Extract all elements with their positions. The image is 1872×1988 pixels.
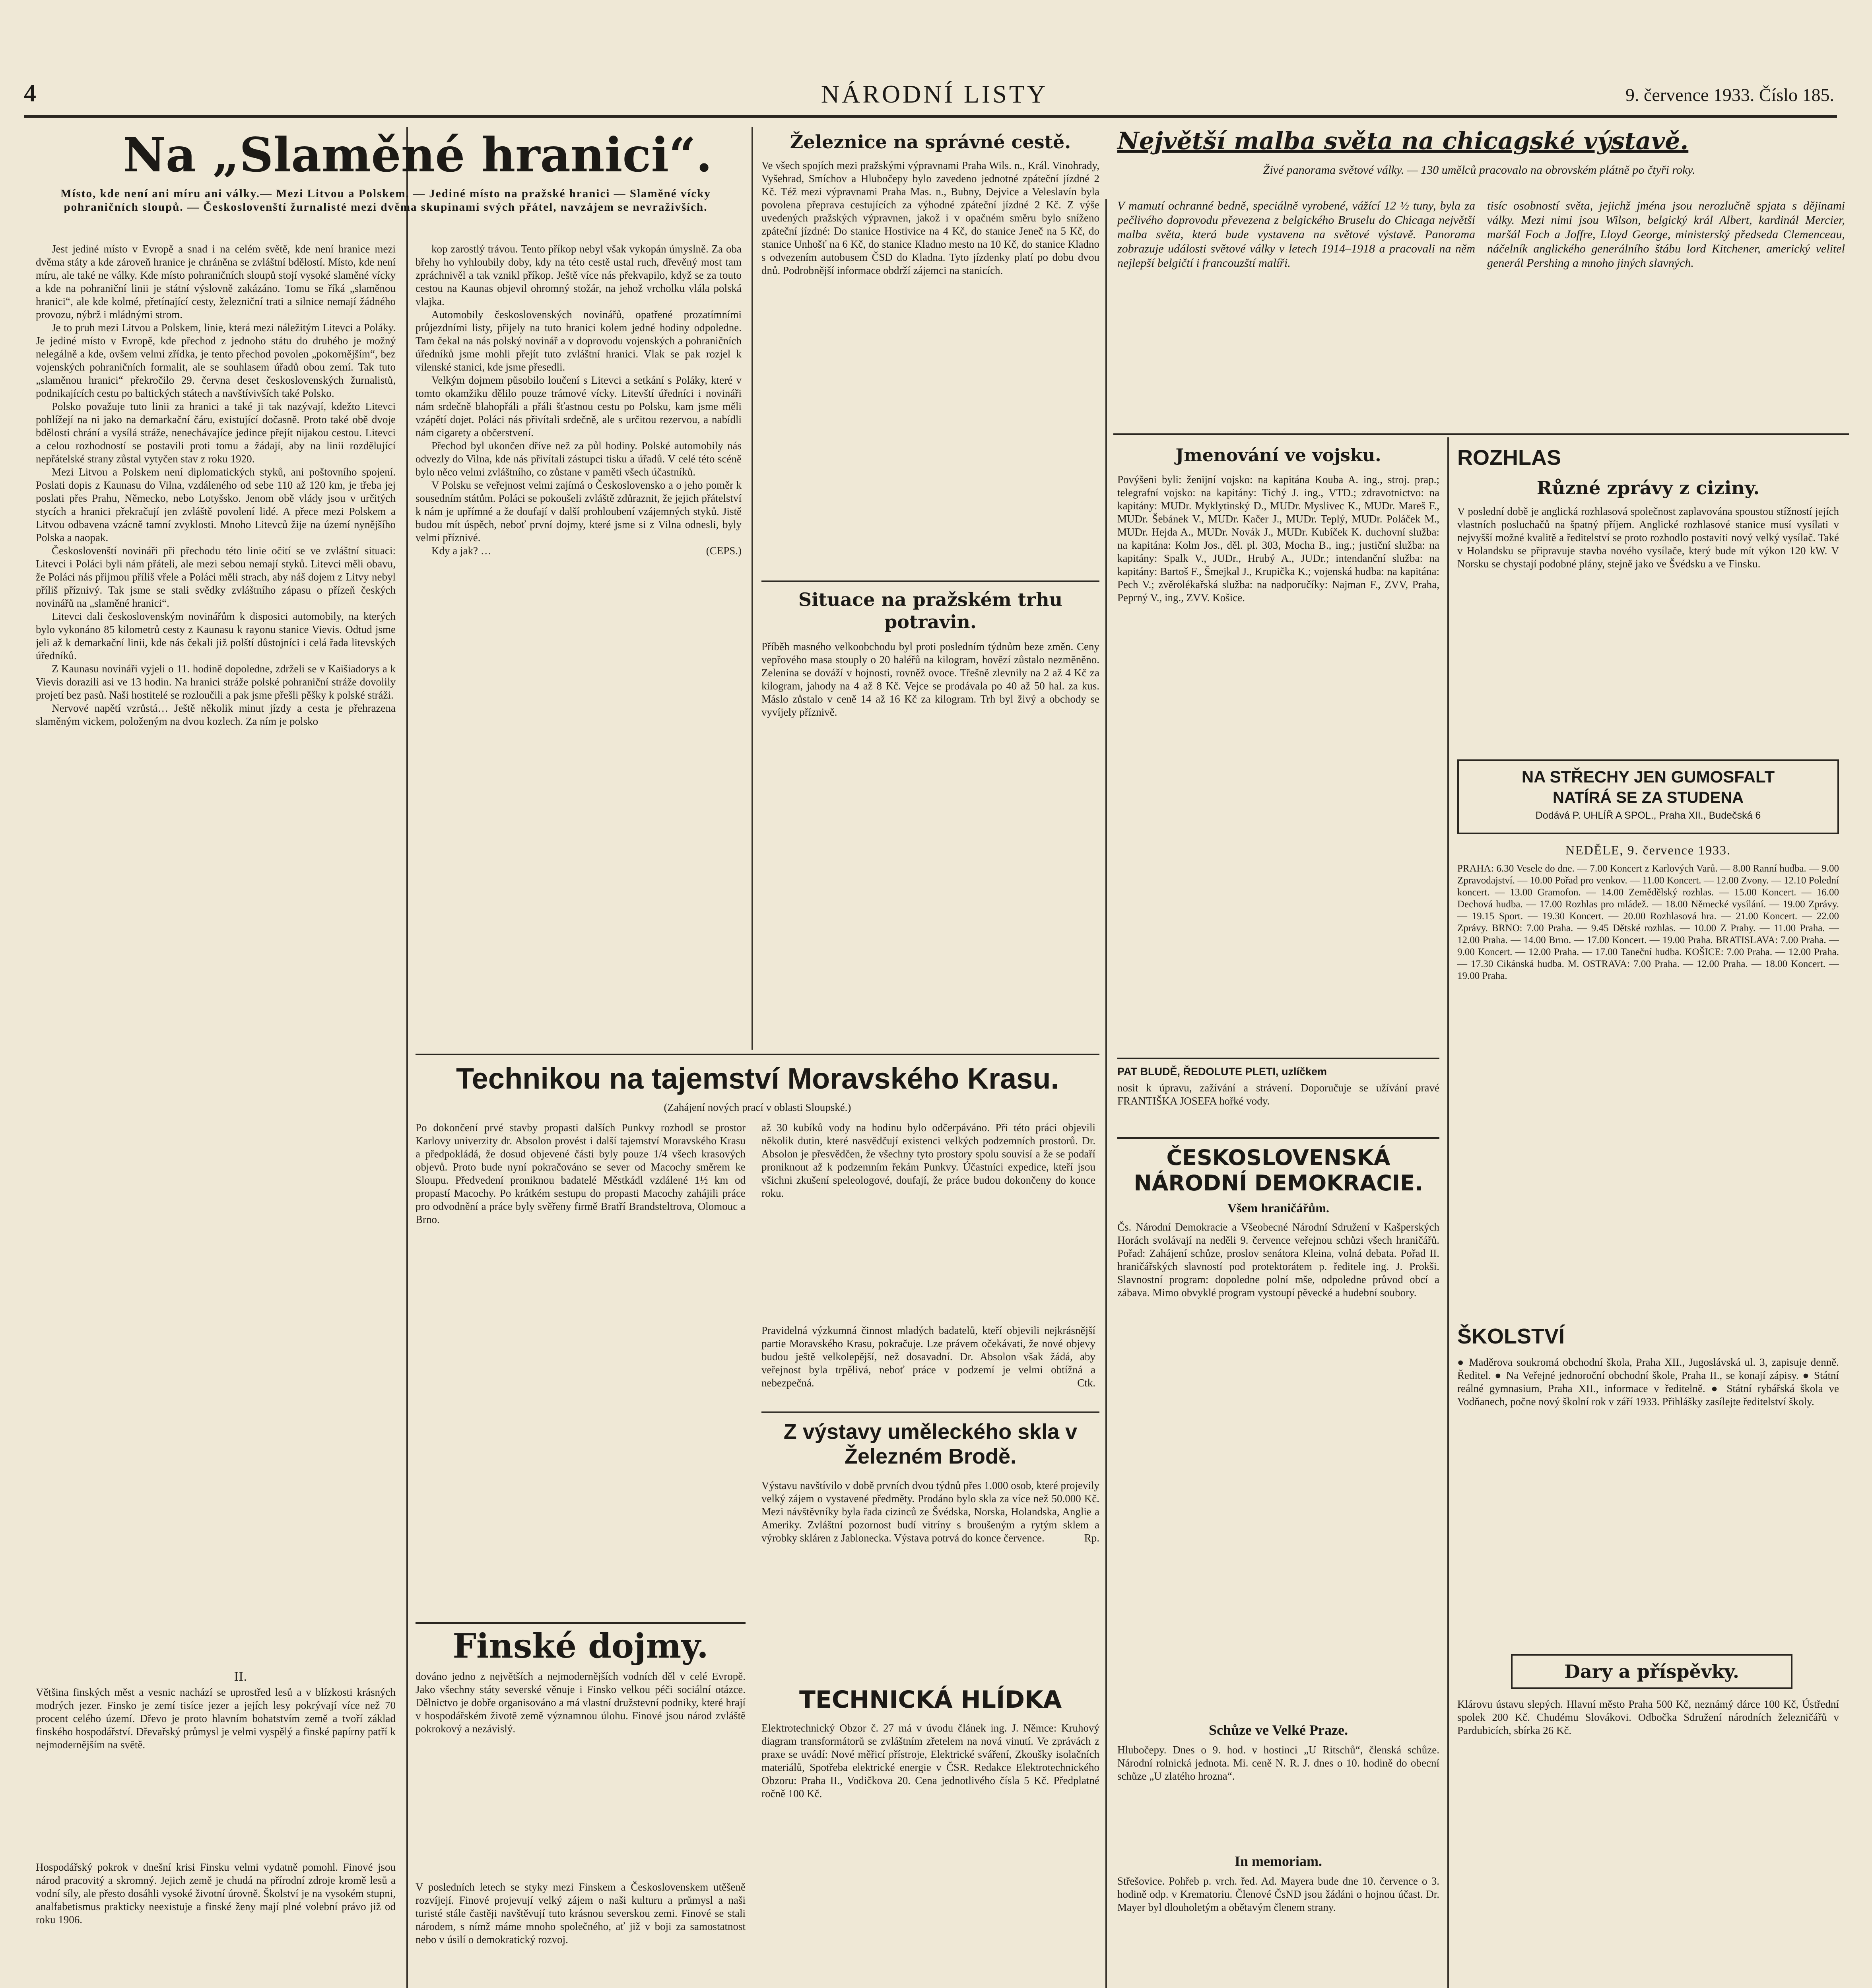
program-heading: NEDĚLE, 9. července 1933.: [1565, 843, 1731, 857]
col-divider-4: [1447, 437, 1449, 1988]
party-body: Čs. Národní Demokracie a Všeobecné Národní Sdružení v Kašperských Horách svolávají na neděli 9. července veřejnou schůzi všech hraničářů. Pořad: Zahájení schůze, proslov senátora Kleina, volná debata. Pořad II. hraničářských slavností pod protektorátem p. ředitele ing. J. Prokši. Slavnostní program: dopoledne polní mše, odpoledne průvod obcí a zábava. Mimo obvyklé program vystoupí pěvecké a hudební soubory.: [1117, 1221, 1439, 1299]
finske-title: Finské dojmy.: [452, 1626, 709, 1666]
chicago-body-a: V mamutí ochranné bedně, speciálně vyrobené, vážící 12 ½ tuny, byla za pečlivého doprovodu převezena z belgického Bruselu do Chicaga největší malba světa, která bude vystavena na světové výstavě. Panorama zobrazuje události světové války v letech 1914–1918 a pracovali na něm nejlepší belgičtí i francouzští malíři.: [1117, 199, 1475, 270]
paragraph: Velkým dojmem působilo loučení s Litevci a setkání s Poláky, které v tomto okamžiku dělilo pouze trámové vícky. Litevští úředníci i novináři nám srdečně blahopřáli a přáli šťastnou cestu po Polsku, kam jsme měli vzápětí dojet. Poláci nás přivítali srdečně, ale s určitou rezervou, a nabídli nám cigarety a občerstvení.: [416, 374, 742, 439]
page-number: 4: [24, 80, 36, 107]
dary-body: Klárovu ústavu slepých. Hlavní město Praha 500 Kč, neznámý dárce 100 Kč, Ústřední spolek 200 Kč. Chudému Slovákovi. Odbočka Sdružení národních železničářů v Pardubicích, sbírka 26 Kč.: [1457, 1698, 1839, 1736]
skolstvi-body: ● Maděrova soukromá obchodní škola, Praha XII., Jugoslávská ul. 3, zapisuje denně. Ředitel. ● Na Veřejné jednoroční obchodní škole, Praha II., se konají zápisy. ● Státní reálné gymnasium, Praha XII., informace v ředitelně. ● Státní rybářská škola ve Vodňanech, počne nový školní rok v září 1933. Přihlášky zasílejte ředitelství školy.: [1457, 1356, 1839, 1408]
party-heading: ČESKOSLOVENSKÁ NÁRODNÍ DEMOKRACIE.: [1134, 1145, 1423, 1196]
agency: Ctk.: [1077, 1377, 1095, 1389]
program-body: PRAHA: 6.30 Vesele do dne. — 7.00 Koncert z Karlových Varů. — 8.00 Ranní hudba. — 9.00 Zpravodajství. — 10.00 Pořad pro venkov. — 11.00 Koncert. — 12.00 Zvony. — 12.10 Polední koncert. — 13.00 Gramofon. — 14.00 Zemědělský rozhlas. — 15.00 Koncert. — 16.00 Dechová hudba. — 17.00 Rozhlas pro mládež. — 18.00 Německé vysílání. — 19.00 Zprávy. — 19.15 Sport. — 19.30 Koncert. — 20.00 Rozhlasová hra. — 21.00 Koncert. — 22.00 Zprávy. BRNO: 7.00 Praha. — 9.45 Dětské rozhlas. — 10.00 Z Prahy. — 11.00 Praha. — 12.00 Praha. — 14.00 Brno. — 17.00 Koncert. — 19.00 Praha. BRATISLAVA: 7.00 Praha. — 9.00 Koncert. — 12.00 Praha. — 17.00 Taneční hudba. KOŠICE: 7.00 Praha. — 12.00 Praha. — 17.30 Cikánská hudba. M. OSTRAVA: 7.00 Praha. — 12.00 Praha. — 18.00 Koncert. — 19.00 Praha.: [1457, 863, 1839, 981]
paragraph: Přechod byl ukončen dříve než za půl hodiny. Polské automobily nás odvezly do Vilna, kde nás přivítali zástupci tisku a úřadů. V celé této scéně bylo něco velmi zvláštního, co zůstane v paměti všech účastníků.: [416, 440, 742, 478]
signoff: [416, 544, 742, 557]
article-subtitle-slamena: Místo, kde není ani míru ani války.— Mezi Litvou a Polskem. — Jediné místo na pražské hranici — Slaměné vícky pohraničních sloupů. — Českoslovenští žurnalisté mezi dvěma skupinami svých přátel, navzájem se nevraživších.: [60, 187, 711, 214]
divider: [1113, 433, 1849, 435]
ruzne-heading: Různé zprávy z ciziny.: [1536, 477, 1760, 499]
paragraph: Polsko považuje tuto linii za hranici a také ji tak nazývají, kdežto Litevci pohlížejí na ni jako na demarkační čáru, existující dočasně. Proto také obě dvoje bdělosti chrání a vysílá stráže, nenechávajíce jedince přejít nijakou cestou. Litevci a celou rozhodností se postavili proti tomu a žádají, aby na linii rozdělující nepřátelské strany zůstal vytyčen stav z roku 1920.: [36, 400, 396, 465]
divider: [416, 1622, 746, 1624]
pat-body: nosit k úpravu, zažívání a strávení. Doporučuje se užívání pravé FRANTIŠKA JOSEFA hořké vody.: [1117, 1082, 1439, 1107]
chicago-sub: Živé panorama světové války. — 130 umělců pracovalo na obrovském plátně po čtyři roky.: [1263, 163, 1695, 177]
ad-line1: NA STŘECHY JEN GUMOSFALT: [1521, 767, 1775, 786]
heading-appoint: Jmenování ve vojsku.: [1175, 445, 1381, 466]
heading-prices: Situace na pražském trhu potravin.: [798, 589, 1063, 633]
paragraph: Českoslovenští novináři při přechodu této linie očití se ve zvláštní situaci: Litevci i Poláci byli nám přáteli, ale mezi sebou nemají styků. Litevci měli obavu, že Poláci nás přijmou příliš vřele a Poláci měli strach, aby náš dojem z Litvy nebyl příliš příznivý. Tak jsme se stali svědky zvláštního zápasu o přízeň českých novinářů na „slaměné hranici“.: [36, 545, 396, 609]
chicago-body-b: tisíc osobností světa, jejichž jména jsou nerozlučně spjata s dějinami války. Mezi nimi jsou Wilson, belgický král Albert, kardinál Mercier, maršál Foch a Joffre, Lloyd George, ministerský předseda Clemenceau, náčelník anglického generálního štábu lord Kitchener, americký velitel generál Pershing a mnoho jiných slavných.: [1487, 199, 1845, 270]
ad-gumosfalt: [1457, 759, 1839, 834]
prices-body: Příběh masného velkoobchodu byl proti posledním týdnům beze změn. Ceny vepřového masa stouply o 20 haléřů na kilogram, hovězí zůstalo nezměněno. Zelenina se dováží v hojnosti, rovněž ovoce. Třešně zlevnily na 2 až 4 Kč za kilogram, jahody na 4 až 8 Kč. Vejce se prodávala po 40 až 50 hal. za kus. Máslo zůstalo v ceně 14 až 16 Kč za kilogram. Trh byl živý a obchody se vyvíjely příznivě.: [761, 641, 1099, 718]
paragraph: Je to pruh mezi Litvou a Polskem, linie, která mezi náležitým Litevci a Poláky. Je jediné místo v Evropě, kde přechod z jednoho státu do druhého je možný nelegálně a kde, ovšem velmi zřídka, je tento přechod povolen „pokornějším“, bez vojenských pohraničních formalit, ale se souhlasem úřadů obou zemí. Tak tuto „slaměnou hranici“ překročilo 29. června deset československých žurnalistů, podnikajících cestu po baltických státech a navštívivších také Polsko.: [36, 322, 396, 399]
paragraph: Z Kaunasu novináři vyjeli o 11. hodině dopoledne, zdrželi se v Kaišiadorys a k Vievis dorazili asi ve 13 hodin. Na hranici stráže polské pohraniční stráže dovolily projetí bez pasů. Naši hostitelé se rozloučili a pak jsme přešli pěšky k polské stráži.: [36, 663, 396, 701]
signoff-text: Kdy a jak? …: [431, 545, 491, 557]
paragraph: Nervové napětí vzrůstá… Ještě několik minut jízdy a cesta je přehrazena slaměným vickem, položeným na dvou kozlech. Za ním je polsko: [36, 702, 396, 727]
paragraph: Automobily československých novinářů, opatřené prozatímními průjezdními listy, přijely na tuto hranici kolem jedné hodiny odpoledne. Tam čekal na nás polský novinář a v doprovodu vojenských a pohraničních úředníků jsme mohli přejít tuto zvláštní hranici. Vlak se pak rozjel k vilenské stanici, kde jsme přesedli.: [416, 309, 742, 373]
masthead: NÁRODNÍ LISTY: [821, 80, 1048, 108]
schuze-heading: Schůze ve Velké Praze.: [1209, 1722, 1348, 1738]
divider: [1117, 1137, 1439, 1139]
finske-col-c: dováno jedno z největších a nejmodernějších vodních děl v celé Evropě. Jako všechny státy severské věnuje i Finsko velkou péči sociální otázce. Dělnictvo je dobře organisováno a má vlastní družstevní podniky, které hrají v hospodářském životě země významnou úlohu. Finové jsou národ zvláště pokrokový a nezávislý.: [416, 1670, 746, 1735]
ad-line3: Dodává P. UHLÍŘ A SPOL., Praha XII., Budečská 6: [1535, 810, 1761, 821]
ad-line2: NATÍRÁ SE ZA STUDENA: [1553, 789, 1744, 806]
moravsky-col-a: Po dokončení prvé stavby propasti dalších Punkvy rozhodl se prostor Karlovy univerzity dr. Absolon provést i další tajemství Moravského Krasu a předpokládá, že dosud objevené části byly pouze 1/4 všech krasových objevů. Proto bude nyní pokračováno se sever od Macochy směrem ke Sloupu. Předvedení proniknou badatelé Městkádl vzdálené 1½ km od propastí Macochy. Po krátkém sestupu do propasti Macochy zahájili práce pro odvodnění a práce byly svěřeny firmě Bratří Brandsteltrova, Olomouc a Brno.: [416, 1122, 746, 1225]
paragraph: Litevci dali československým novinářům k disposici automobily, na kterých bylo vykonáno 85 kilometrů cesty z Kaunasu k rayonu stanice Vievis. Odtud jsme jeli až k demarkační linii, kde nás čekali již polští důstojníci i celá řada litevských úředníků.: [36, 610, 396, 662]
party-sub: Všem hraničářům.: [1227, 1201, 1329, 1215]
ruzne-body: V poslední době je anglická rozhlasová společnost zaplavována spoustou stížností jejích vlastních posluchačů na špatný příjem. Anglické rozhlasové stanice musí vysílati v nejvyšší možné kvalitě a ředitelství se proto rozhodlo postaviti nový velký vysílač. Také v Holandsku se připravuje stavba nového vysílače, který bude mít výkon 120 kW. V Norsku se chystají podobné plány, stejně jako ve Švédsku a ve Finsku.: [1457, 505, 1839, 570]
paragraph: kop zarostlý trávou. Tento příkop nebyl však vykopán úmyslně. Za oba břehy ho vyhloubily doby, kdy na této cestě ustal ruch, dřevěný most tam zpráchnivěl a tak vznikl příkop. Ještě více nás překvapilo, když se za touto cestou na Kaunas objevil ohromný stožár, na jehož vrcholku vlála polská vlajka.: [416, 243, 742, 307]
moravsky-col-b: až 30 kubíků vody na hodinu bylo odčerpáváno. Při této práci objevili několik dutin, které nasvědčují existenci velkých podzemních prostorů. Dr. Absolon je přesvědčen, že všechny tyto prostory spolu souvisí a že se podaří proniknout až k podzemním řekám Punkvy. Účastníci expedice, kteří jsou všichni zkušení speleologové, doufají, že práce budou dokončeny do konce roku.: [761, 1122, 1095, 1199]
paragraph: Mezi Litvou a Polskem není diplomatických styků, ani poštovního spojení. Poslati dopis z Kaunasu do Vilna, vzdáleného od sebe 110 až 120 km, je třeba jej poslati přes Prahu, Německo, nebo Lotyšsko. Jenom obě vlády jsou v určitých stycích a hranici překračují jen zvláště povolení lidé. A přece mezi Polskem a Litvou odbavena vzácně tamní zvyklosti. Mnoho Litevců žije na území nynějšího Polska a naopak.: [36, 466, 396, 544]
moravsky-col-c: [761, 1324, 1095, 1404]
finske-roman: II.: [234, 1670, 247, 1684]
moravsky-sub: (Zahájení nových prací v oblasti Sloupské.): [664, 1101, 851, 1113]
moravsky-col-a-cont: [416, 1523, 746, 1622]
technicka-title: TECHNICKÁ HLÍDKA: [799, 1686, 1062, 1714]
agency: (CEPS.): [706, 545, 742, 557]
agency: Rp.: [1084, 1532, 1099, 1544]
divider: [761, 580, 1099, 582]
heading-chicago: Největší malba světa na chicagské výstavě.: [1117, 127, 1689, 155]
col-divider-1: [406, 127, 408, 1988]
technicka-body: Elektrotechnický Obzor č. 27 má v úvodu článek ing. J. Němce: Kruhový diagram transformátorů se zvláštním zřetelem na nová vinutí. Ve zprávách z praxe se uvádí: Nové měřicí přístroje, Elektrické sváření, Zkoušky isolačních materiálů, Spotřeba elektrické energie v ČSR. Redakce Elektrotechnického Obzoru: Praha II., Vodičkova 20. Cena jednotlivého čísla 5 Kč. Předplatné ročně 100 Kč.: [761, 1722, 1099, 1800]
divider: [1117, 1058, 1439, 1059]
schuze-body: Hlubočepy. Dnes o 9. hod. v hostinci „U Ritschů“, členská schůze. Národní rolnická jednota. Mi. ceně N. R. J. dnes o 10. hodině do obecní schůze „U zlatého hrozna“.: [1117, 1744, 1439, 1782]
paragraph: V Polsku se veřejnost velmi zajímá o Československo a o jeho poměr k sousedním státům. Poláci se pokoušeli zvláště zdůraznit, že jejich přátelství k nám je upřímné a že doufají v další prohloubení vzájemných styků. Jistě budou mít úspěch, neboť první dojmy, které jsme si z Vilna odnesli, byly velmi příznivé.: [416, 479, 742, 544]
paragraph: Jest jediné místo v Evropě a snad i na celém světě, kde není hranice mezi dvěma státy a kde zároveň hranice je chráněna se zvláštní bdělostí. Místo, kde není míru, ale také ne války. Kde místo pohraničních sloupů stojí vysoké slaměné vícky a kde na pohraniční linii je státní výslovně zakázáno. Tomu se říká „slaměnou hranici“, ale kde kolmé, přetínající cesty, železniční trati a silnice nemají žádného provozu, nýbrž i mládnými strom.: [36, 243, 396, 320]
brod-title: Z výstavy uměleckého skla v Železném Brodě.: [783, 1420, 1078, 1468]
rozhlas-heading: ROZHLAS: [1457, 446, 1561, 470]
rail-body: Ve všech spojích mezi pražskými výpravnami Praha Wils. n., Král. Vinohrady, Vyšehrad, Smíchov a Hlubočepy bylo zavedeno jednotné zpáteční jízdné 2 Kč. Též mezi výpravnami Praha Mas. n., Bubny, Dejvice a Veleslavín byla povolena přeprava cestujících za výhodné zpáteční jízdné 2 Kč. Z výše uvedených pražských výpravnen, jakož i v opačném směru bylo sníženo zpáteční jízdné: Do stanice Hostivice na 4 Kč, do stanice Jeneč na 5 Kč, do stanice Unhošť na 6 Kč, do stanice Kladno mesto na 10 Kč, do stanice Kladno s odvezením autobusem ČSD do Kladna. Tyto jízdenky platí po dobu dvou dnů. Podrobnější informace obdrží zájemci na stanicích.: [761, 159, 1099, 276]
col-divider-2: [752, 127, 753, 1050]
dary-heading: [1511, 1654, 1792, 1689]
heading-rail: Železnice na správné cestě.: [790, 131, 1071, 153]
appoint-body: Povýšeni byli: ženijní vojsko: na kapitána Kouba A. ing., stroj. prap.; telegrafní vojsko: na kapitány: Tichý J. ing., VTD.; zdravotnictvo: na kapitány: MUDr. Myklytinský D., MUDr. Myslivec K., MUDr. Mareš F., MUDr. Šebánek V., MUDr. Kačer J., MUDr. Teplý, MUDr. Poláček M., MUDr. Hejda A., MUDr. Novák J., MUDr. Kubíček K. duchovní služba: na kapitána: Kolm Jos., děl. pl. 303, Mocha B., ing.; justiční služba: na kapitány: Spalk V., JUDr., Hrubý A., JUDr.; intendanční služba: na kapitány: Bartoš F., Šmejkal J., Krupička K.; vojenská hudba: na kapitána: Pech V.; zvěrolékařská služba: na nadporučíky: Najman F., ZVV, Praha, Peprný V., ing., ZVV. Košice.: [1117, 474, 1439, 604]
brod-text: Výstavu navštívilo v době prvních dvou týdnů přes 1.000 osob, které projevily velký zájem o vystavené předměty. Prodáno bylo skla za více než 50.000 Kč. Mezi návštěvníky byla řada cizinců ze Švédska, Norska, Holandska, Anglie a Ameriky. Zvláštní pozornost budí vitríny s broušeným a rytým sklem a výrobky skláren z Jablonecka. Výstava potrvá do konce července.: [761, 1479, 1099, 1544]
article-body-slamena-col2: [416, 243, 742, 1038]
memoriam-body: Střešovice. Pohřeb p. vrch. řed. Ad. Mayera bude dne 10. července o 3. hodině odp. v Krematoriu. Členové ČsND jsou žádáni o hojnou účast. Dr. Mayer byl dlouholetým a obětavým členem strany.: [1117, 1875, 1439, 1913]
brod-body: [761, 1479, 1099, 1678]
pat-heading: PAT BLUDĚ, ŘEDOLUTE PLETI, uzlíčkem: [1117, 1066, 1327, 1077]
divider: [416, 1054, 1099, 1055]
issue-date: 9. července 1933. Číslo 185.: [1625, 85, 1834, 105]
divider: [761, 1411, 1099, 1413]
article-title-slamena: Na „Slaměné hranici“.: [122, 127, 713, 182]
finske-col-d: V posledních letech se styky mezi Finskem a Československem utěšeně rozvíjejí. Finové projevují velký zájem o naši kulturu a průmysl a naši turisté stále častěji navštěvují tuto krásnou severskou zemi. Finové se stali národem, s nímž máme mnoho společného, ať již v boji za samostatnost nebo v úsilí o demokratický rozvoj.: [416, 1881, 746, 1945]
finske-col-a: Většina finských měst a vesnic nachází se uprostřed lesů a v blízkosti krásných modrých jezer. Finsko je zemí tisíce jezer a jejích lesy pokrývají více než 70 procent celého území. Dřevo je proto hlavním bohatstvím země a tvoří základ finského hospodářství. Dřevařský průmysl je velmi vyspělý a finské papírny patří k nejmodernějším na světě.: [36, 1686, 396, 1751]
finske-col-b: Hospodářský pokrok v dnešní krisi Finsku velmi vydatně pomohl. Finové jsou národ pracovitý a skromný. Jejich země je chudá na přírodní zdroje kromě lesů a vodní síly, ale přesto dosáhli vysoké životní úrovně. Školství je na vysokém stupni, analfabetismus prakticky neexistuje a finské ženy mají plné volební právo již od roku 1906.: [36, 1861, 396, 1926]
moravsky-title: Technikou na tajemství Moravského Krasu.: [456, 1062, 1059, 1095]
memoriam-heading: In memoriam.: [1235, 1853, 1322, 1869]
header-rule: [24, 115, 1837, 118]
dary-title: Dary a příspěvky.: [1564, 1661, 1739, 1682]
col-divider-3: [1105, 199, 1107, 1988]
moravsky-col-c-text: Pravidelná výzkumná činnost mladých badatelů, kteří objevili nejkrásnější partie Moravského Krasu, pokračuje. Lze právem očekávati, že nové objevy budou ještě velkolepější, než dosavadní. Dr. Absolon však žádá, aby veřejnost byla trpělivá, neboť práce v podzemí je velmi obtížná a nebezpečná.: [761, 1324, 1095, 1389]
skolstvi-heading: ŠKOLSTVÍ: [1457, 1324, 1565, 1348]
